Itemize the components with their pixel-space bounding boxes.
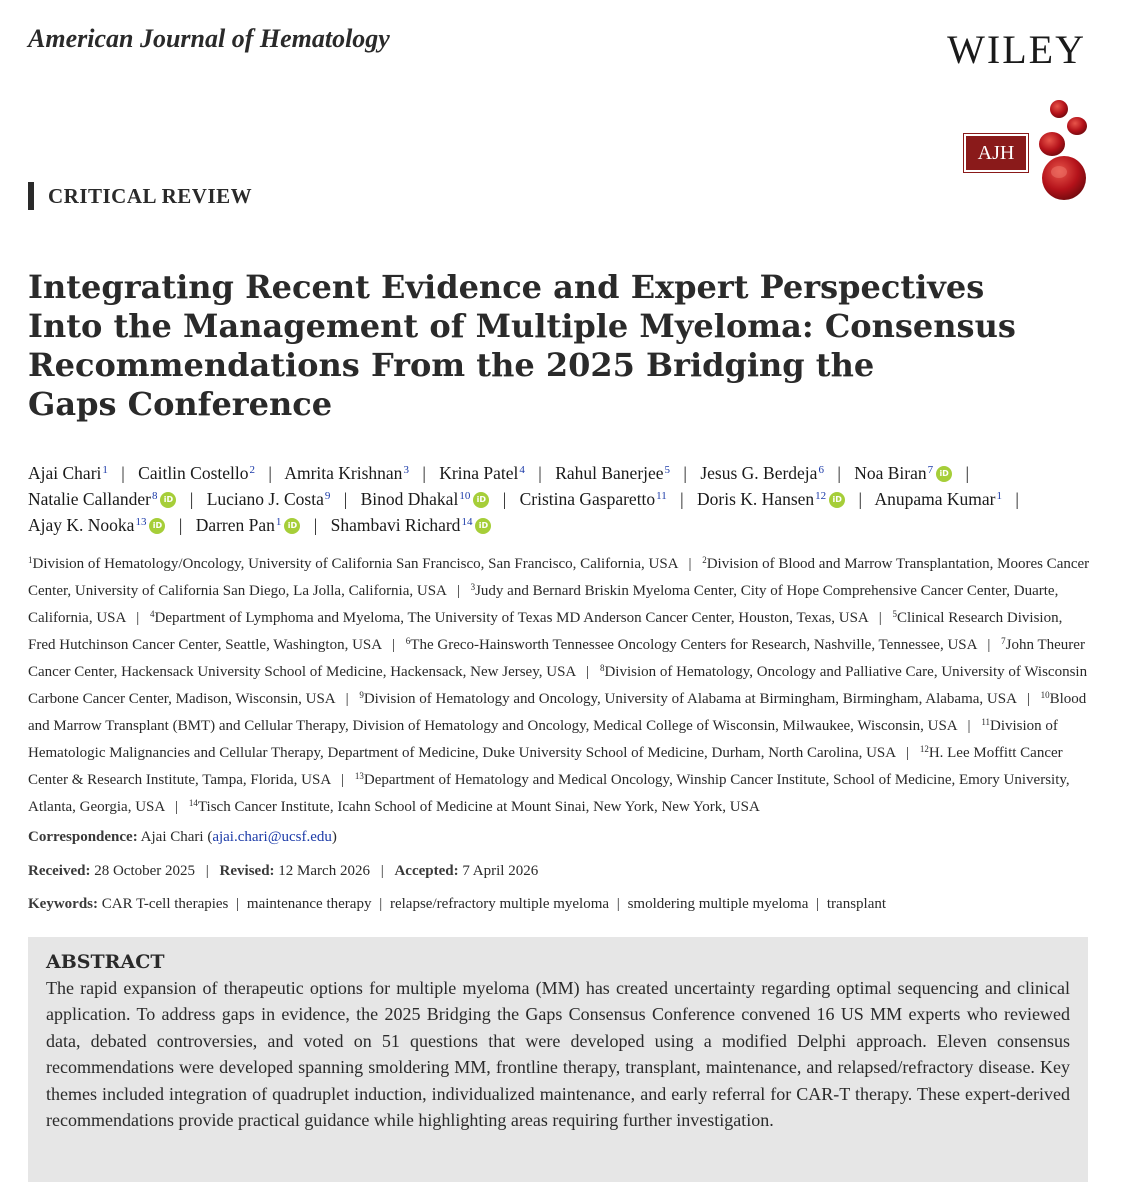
author[interactable]	[700, 463, 824, 483]
affiliation-ref[interactable]: 1	[102, 464, 108, 476]
author-name: Binod Dhakal	[360, 489, 459, 509]
affiliation-text: Clinical Research Division, Fred Hutchinson Cancer Center, Seattle, Washington, USA	[28, 610, 1063, 653]
affiliation-text: Blood and Marrow Transplant (BMT) and Cellular Therapy, Division of Hematology and Oncology, Medical College of Wisconsin, Milwaukee, Wisconsin, USA	[28, 691, 1087, 734]
article-type-label: CRITICAL REVIEW	[48, 183, 253, 208]
affiliation-ref[interactable]: 5	[664, 464, 671, 476]
author-name: Ajay K. Nooka	[28, 515, 135, 535]
author-name: Jesus G. Berdeja	[700, 463, 818, 483]
affiliation-text: Division of Hematologic Malignancies and Cellular Therapy, Department of Medicine, Duke University School of Medicine, Durham, North Carolina, USA	[28, 718, 1058, 761]
affiliation-ref[interactable]: 10	[459, 490, 471, 502]
author[interactable]	[520, 489, 667, 509]
orcid-icon[interactable]: iD	[284, 518, 300, 534]
keyword[interactable]: CAR T-cell therapies	[101, 896, 229, 912]
author-name: Natalie Callander	[28, 489, 151, 509]
author-name: Darren Pan	[195, 515, 275, 535]
affiliation-ref[interactable]: 1	[996, 490, 1002, 502]
author-list: Ajai Chari$^1$ | Caitlin Costello$^2$ | Amrita Krishnan$^3$ | Krina Patel$^4$ | Rahul Banerjee$^5$ | Jesus G. Berdeja$^6$ | Noa Biran$^7$ iD | Natalie Callander$^8$ iD | Luciano J. Costa$^9$ | Binod Dhakal$^{10}$ iD | Cristina Gasparetto$^{11}$ | Doris K. Hansen$^{12}$ iD | Anupama Kumar$^1$ | Ajay K. Nooka$^{13}$ iD | Darren Pan$^1$ iD | Shambavi Richard$^{14}$ iD	[28, 463, 1019, 535]
affiliation-text: Division of Hematology, Oncology and Palliative Care, University of Wisconsin Carbone Cancer Center, Madison, Wisconsin, USA	[28, 664, 1088, 707]
affiliation-ref[interactable]: 13	[135, 516, 147, 528]
affiliation-number: 4	[150, 609, 155, 619]
author-name: Rahul Banerjee	[555, 463, 664, 483]
author[interactable]	[28, 515, 165, 535]
author[interactable]	[555, 463, 670, 483]
affiliation-ref[interactable]: 9	[324, 490, 331, 502]
affiliation-text: Division of Blood and Marrow Transplantation, Moores Cancer Center, University of California San Diego, La Jolla, California, USA	[28, 556, 1090, 599]
author[interactable]	[28, 463, 108, 483]
affiliation-ref[interactable]: 7	[927, 464, 934, 476]
keyword[interactable]: transplant	[826, 896, 887, 912]
affiliation-text: Division of Hematology/Oncology, University of California San Francisco, San Francisco, California, USA	[32, 556, 678, 572]
orcid-icon[interactable]: iD	[149, 518, 165, 534]
accepted-date: 7 April 2026	[462, 863, 539, 879]
title-line: Integrating Recent Evidence and Expert Perspectives	[28, 268, 985, 306]
affiliation-number: 3	[470, 582, 476, 592]
received-date: 28 October 2025	[94, 863, 196, 879]
article-title	[28, 268, 1038, 424]
affiliation-number: 5	[892, 609, 897, 619]
affiliation-ref[interactable]: 1	[275, 516, 282, 528]
abstract-text: The rapid expansion of therapeutic options for multiple myeloma (MM) has created uncertainty regarding optimal sequencing and clinical application. To address gaps in evidence, the 2025 Bridging the Gaps Consensus Conference convened 16 US MM experts who reviewed data, debated controversies, and voted on 51 questions that were developed using a modified Delphi approach. Eleven consensus recommendations were developed spanning smoldering MM, frontline therapy, transplant, maintenance, and relapsed/refractory disease. Key themes included integration of quadruplet induction, individualized maintenance, and early referral for CAR-T therapy. These expert-derived recommendations provide practical guidance while highlighting areas requiring further investigation.	[46, 978, 1070, 1131]
revised-date: 12 March 2026	[278, 863, 370, 879]
orcid-icon[interactable]: iD	[936, 466, 952, 482]
author-name: Krina Patel	[439, 463, 519, 483]
affiliation-ref[interactable]: 3	[403, 464, 409, 476]
author-name: Anupama Kumar	[874, 489, 996, 509]
orcid-icon[interactable]: iD	[829, 492, 845, 508]
affiliation-ref[interactable]: 4	[519, 464, 525, 476]
affiliation-number: 6	[405, 636, 411, 646]
abstract-box	[28, 937, 1088, 1182]
affiliation-ref[interactable]: 6	[818, 464, 824, 476]
orcid-icon[interactable]: iD	[475, 518, 491, 534]
affiliation-number: 7	[1001, 636, 1006, 646]
orcid-icon[interactable]: iD	[160, 492, 176, 508]
affiliation-number: 11	[981, 717, 990, 727]
author[interactable]	[874, 489, 1002, 509]
correspondence-name: Ajai Chari	[140, 829, 204, 845]
affiliation-number: 9	[359, 690, 364, 700]
publisher-logo: WILEY	[947, 27, 1086, 72]
accepted-label: Accepted:	[394, 863, 459, 879]
affiliation-text: John Theurer Cancer Center, Hackensack University School of Medicine, Hackensack, New Jersey, USA	[28, 637, 1085, 680]
title-line: Recommendations From the 2025 Bridging the	[28, 346, 875, 384]
author[interactable]	[361, 489, 490, 509]
affiliation-ref[interactable]: 2	[249, 464, 256, 476]
affiliation-number: 8	[599, 663, 605, 673]
author-name: Amrita Krishnan	[284, 463, 403, 483]
affiliation-number: 10	[1040, 690, 1050, 700]
title-line: Into the Management of Multiple Myeloma: Consensus	[28, 307, 1016, 345]
affiliation-ref[interactable]: 8	[151, 490, 158, 502]
affiliation-ref[interactable]: 11	[656, 490, 667, 502]
affiliation-text: Judy and Bernard Briskin Myeloma Center, City of Hope Comprehensive Cancer Center, Duarte, California, USA	[28, 583, 1059, 626]
affiliation-text: The Greco-Hainsworth Tennessee Oncology Centers for Research, Nashville, Tennessee, USA	[410, 637, 977, 653]
affiliation-text: Division of Hematology and Oncology, University of Alabama at Birmingham, Birmingham, Alabama, USA	[363, 691, 1017, 707]
author[interactable]	[439, 463, 525, 483]
affiliation-text: Department of Hematology and Medical Oncology, Winship Cancer Institute, School of Medicine, Emory University, Atlanta, Georgia, USA	[28, 772, 1070, 815]
keyword[interactable]: smoldering multiple myeloma	[627, 896, 809, 912]
title-line: Gaps Conference	[28, 385, 333, 423]
author-name: Noa Biran	[854, 463, 927, 483]
keyword[interactable]: relapse/refractory multiple myeloma	[389, 896, 610, 912]
abstract-heading: ABSTRACT	[46, 951, 165, 973]
journal-name: American Journal of Hematology	[28, 24, 390, 53]
affiliation-number: 13	[354, 771, 364, 781]
keywords-label: Keywords:	[28, 896, 98, 912]
affiliation-list: $^1$Division of Hematology/Oncology, University of California San Francisco, San Francisco, California, USA | $^2$Division of Blood and Marrow Transplantation, Moores Cancer Center, University of California San Diego, La Jolla, California, USA | $^3$Judy and Bernard Briskin Myeloma Center, City of Hope Comprehensive Cancer Center, Duarte, California, USA | $^4$Department of Lymphoma and Myeloma, The University of Texas MD Anderson Cancer Center, Houston, Texas, USA | $^5$Clinical Research Division, Fred Hutchinson Cancer Center, Seattle, Washington, USA | $^6$The Greco-Hainsworth Tennessee Oncology Centers for Research, Nashville, Tennessee, USA | $^7$John Theurer Cancer Center, Hackensack University School of Medicine, Hackensack, New Jersey, USA | $^8$Division of Hematology, Oncology and Palliative Care, University of Wisconsin Carbone Cancer Center, Madison, Wisconsin, USA | $^9$Division of Hematology and Oncology, University of Alabama at Birmingham, Birmingham, Alabama, USA | $^{10}$Blood and Marrow Transplant (BMT) and Cellular Therapy, Division of Hematology and Oncology, Medical College of Wisconsin, Milwaukee, Wisconsin, USA | $^{11}$Division of Hematologic Malignancies and Cellular Therapy, Department of Medicine, Duke University School of Medicine, Durham, North Carolina, USA | $^{12}$H. Lee Moffitt Cancer Center & Research Institute, Tampa, Florida, USA | $^{13}$Department of Hematology and Medical Oncology, Winship Cancer Institute, School of Medicine, Emory University, Atlanta, Georgia, USA | $^{14}$Tisch Cancer Institute, Icahn School of Medicine at Mount Sinai, New York, New York, USA	[28, 555, 1090, 815]
author[interactable]	[28, 489, 176, 509]
author[interactable]	[284, 463, 409, 483]
author-name: Luciano J. Costa	[206, 489, 324, 509]
affiliation-number: 1	[28, 555, 33, 565]
affiliation-ref[interactable]: 12	[815, 490, 827, 502]
affiliation-number: 2	[702, 555, 707, 565]
ajh-badge: AJH	[964, 134, 1028, 172]
affiliation-number: 12	[919, 744, 929, 754]
revised-label: Revised:	[219, 863, 275, 879]
article-type	[28, 182, 252, 210]
received-label: Received:	[28, 863, 91, 879]
affiliation-text: Department of Lymphoma and Myeloma, The University of Texas MD Anderson Cancer Center, Houston, Texas, USA	[154, 610, 868, 626]
author-name: Caitlin Costello	[138, 463, 249, 483]
orcid-icon[interactable]: iD	[473, 492, 489, 508]
author[interactable]	[331, 515, 492, 535]
article-dates: Received: 28 October 2025 | Revised: 12 March 2026 | Accepted: 7 April 2026	[28, 863, 539, 879]
correspondence: Correspondence: Ajai Chari (ajai.chari@ucsf.edu)	[28, 829, 337, 845]
author[interactable]	[854, 463, 952, 483]
affiliation-text: H. Lee Moffitt Cancer Center & Research Institute, Tampa, Florida, USA	[28, 745, 1063, 788]
author[interactable]	[207, 489, 331, 509]
affiliation-text: Tisch Cancer Institute, Icahn School of Medicine at Mount Sinai, New York, New York, USA	[197, 799, 760, 815]
affiliation-number: 14	[188, 798, 198, 808]
author-name: Doris K. Hansen	[697, 489, 815, 509]
keywords: Keywords: CAR T-cell therapies | maintenance therapy | relapse/refractory multiple myeloma | smoldering multiple myeloma | transplant	[28, 896, 887, 912]
correspondence-label: Correspondence:	[28, 829, 138, 845]
affiliation-ref[interactable]: 14	[461, 516, 473, 528]
ajh-logo	[958, 96, 1098, 208]
correspondence-email[interactable]: ajai.chari@ucsf.edu	[212, 829, 332, 845]
author[interactable]	[697, 489, 845, 509]
author-name: Cristina Gasparetto	[519, 489, 656, 509]
author[interactable]	[138, 463, 255, 483]
author-name: Shambavi Richard	[330, 515, 461, 535]
section-bar	[28, 182, 34, 210]
keyword[interactable]: maintenance therapy	[246, 896, 372, 912]
author-name: Ajai Chari	[28, 463, 102, 483]
author[interactable]	[196, 515, 301, 535]
